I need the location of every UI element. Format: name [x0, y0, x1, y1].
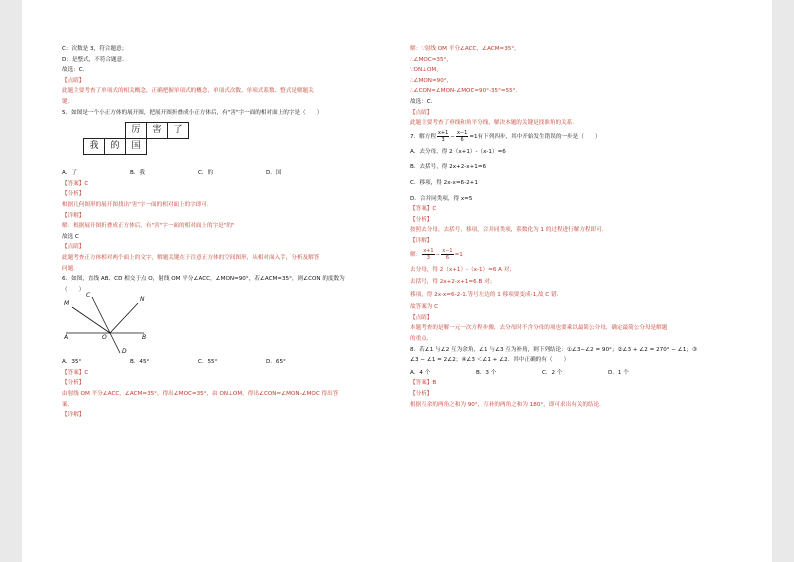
option: D．65° [266, 359, 286, 366]
text: =1 [454, 251, 463, 258]
option: B．我 [130, 170, 146, 177]
text-line: 解：∵射线 OM 平分∠ACC，∠ACM=35°， [410, 46, 520, 52]
numerator: x−1 [456, 129, 468, 136]
section-heading: 【分析】 [62, 191, 85, 198]
text: 解： [410, 251, 422, 258]
numerator: x−1 [442, 247, 453, 254]
text-line: 故选：C． [62, 67, 89, 74]
answer: 【答案】C [410, 206, 437, 213]
option: C．55° [198, 359, 218, 366]
text: =1有下列四步，其中开始发生错误的一步是（ ） [469, 133, 601, 140]
section-heading: 【点睛】 [410, 109, 433, 116]
option: A．35° [62, 359, 82, 366]
line-od [110, 333, 120, 353]
denominator: 3 [441, 136, 445, 143]
point-label: M [64, 300, 70, 308]
text-line: 的重点． [410, 336, 433, 343]
line-oc [92, 297, 110, 333]
denominator: 6 [460, 136, 464, 143]
text-line: 问题． [62, 265, 79, 272]
text-line: 由射线 OM 平分∠ACC，∠ACM=35°，得出∠MOC=35°，由 ON⊥OM，得出∠CON=∠MON-∠MOC 得出答 [62, 391, 339, 398]
text-line: ∴∠CON=∠MON-∠MOC=90°-35°=55°． [410, 88, 522, 95]
cube-net-figure [62, 120, 392, 164]
cube-face: 害 [146, 122, 168, 139]
option: A．去分母，得 2（x+1）-（x-1）=6 [410, 148, 506, 155]
lines-diagram [62, 292, 152, 357]
answer: 【答案】C [62, 180, 89, 187]
fraction [437, 130, 449, 143]
text-line: 此题考查正方体相对两个面上的文字，解题关键在于注意正方体的空间图形，从相对面入手，分析及解答 [62, 254, 320, 261]
text: − [450, 133, 455, 140]
denominator: 6 [445, 254, 449, 261]
text-line: 键． [62, 98, 74, 105]
section-heading: 【分析】 [62, 380, 85, 387]
solution-equation [410, 247, 740, 263]
point-label: D [122, 348, 127, 356]
question-7 [410, 129, 740, 145]
intersecting-lines-figure [62, 292, 152, 357]
options-row [410, 368, 740, 379]
text-line: C：次数是 3，符合题意； [62, 46, 128, 52]
text-line: D：是整式，不符合题意． [62, 56, 128, 63]
section-heading: 【点睛】 [410, 314, 433, 321]
fraction [456, 130, 468, 143]
option: C．2 个 [542, 369, 563, 376]
text: − [435, 251, 441, 258]
option: B．45° [130, 359, 150, 366]
section-heading: 【详解】 [410, 237, 433, 244]
point-label: C [86, 292, 91, 300]
text-line: 此题主要考查了垂线和角平分线，解决本题的关键是找准角的关系． [410, 120, 578, 127]
text-line: （ ） [62, 286, 85, 293]
section-heading: 【点睛】 [62, 77, 85, 84]
cube-face: 了 [167, 122, 189, 139]
option: B．3 个 [476, 369, 497, 376]
option: D．国 [266, 170, 282, 177]
cube-face: 国 [125, 138, 147, 155]
text-line: 案． [62, 401, 74, 408]
denominator: 3 [426, 254, 430, 261]
ray-on [110, 303, 138, 333]
section-heading: 【分析】 [410, 391, 433, 398]
option: B．去括号，得 2x+2-x+1=6 [410, 164, 487, 171]
text-line: 故选：C． [410, 98, 437, 105]
text-line: ∴∠MOC=35°， [410, 56, 452, 63]
question-8: 8．若∠1 与∠2 互为余角，∠1 与∠3 互为补角，则下列结论：①∠3−∠2 = 90°；②∠3 + ∠2 = 270° − ∠1；③ [410, 346, 697, 353]
question-5: 5．如图是一个小正方体的展开图，把展开图折叠成小正方体后，有"害"字一面的相对面上的字是（ ） [62, 109, 323, 116]
right-column [410, 44, 740, 410]
option: A．4 个 [410, 369, 431, 376]
text-line: 根据互余的两角之和为 90°，互补的两角之和为 180°，即可求出有关的结论． [410, 401, 605, 408]
text-line: 故答案为 C [410, 304, 439, 311]
option: A．了 [62, 170, 78, 177]
option: D．1 个 [608, 369, 629, 376]
fraction [422, 248, 434, 261]
document-page [22, 0, 772, 562]
answer: 【答案】C [62, 369, 89, 376]
cube-face: 我 [83, 138, 105, 155]
ray-om [72, 307, 110, 333]
option: C．移项，得 2x-x=6-2+1 [410, 179, 478, 186]
option: D．合并同类项，得 x=5 [410, 195, 473, 202]
text-line: 此题主要考查了单项式的相关概念，正确把握单项式的概念、单项式次数、单项式系数、整式是解题关 [62, 88, 314, 95]
section-heading: 【详解】 [62, 412, 85, 419]
text-line: ∴∠MON=90°， [410, 77, 453, 84]
question-6: 6．如图，直线 AB、CD 相交于点 O，射线 OM 平分∠ACC，∠MON=90°，若∠ACM=35°，则∠CON 的度数为 [62, 276, 345, 283]
text-line: ∠3 − ∠1 = 2∠2；④∠3 ＜∠1 + ∠2．其中正确的有（ ） [410, 357, 570, 364]
text-line: 去括号，得 2x+2-x+1=6.B 对； [410, 279, 496, 286]
section-heading: 【分析】 [410, 216, 433, 223]
text-line: 故选 C [62, 233, 79, 240]
text-line: 根据几何图形的展开图找出"害"字一面的相对面上的字即可． [62, 201, 213, 208]
point-label: A [64, 334, 69, 342]
section-heading: 【点睛】 [62, 244, 85, 251]
text-line: 按照去分母，去括号，移项，合并同类项，系数化为 1 的过程进行解方程即可． [410, 227, 608, 234]
point-label: N [140, 296, 145, 304]
answer: 【答案】B [410, 380, 437, 387]
cube-face: 厉 [125, 122, 147, 139]
numerator: x+1 [423, 247, 434, 254]
text-line: 去分母，得 2（x+1）-（x-1）=6 A 对； [410, 266, 515, 273]
text-line: 解：根据展开图折叠成正方体后，有"害"字一面的相对面上的字是"的" [62, 223, 235, 230]
options-row [62, 357, 392, 368]
options-row [62, 168, 392, 179]
option: C．的 [198, 170, 214, 177]
text-line: ∵ON⊥OM， [410, 67, 442, 74]
numerator: x+1 [437, 129, 449, 136]
point-label: O [102, 334, 107, 342]
point-label: B [142, 334, 147, 342]
fraction [441, 248, 453, 261]
text: 7．解方程 [410, 133, 436, 140]
text-line: 移项，得 2x-x=6-2-1.等号左边的 1 移项要变成-1,故 C 错． [410, 291, 563, 298]
text-line: 本题考查的是解一元一次方程步骤，去分母时不含分母的项也要乘以最简公分母，确定最简公分母是解题 [410, 325, 668, 332]
cube-face: 的 [104, 138, 126, 155]
left-column [62, 44, 392, 421]
section-heading: 【详解】 [62, 212, 85, 219]
